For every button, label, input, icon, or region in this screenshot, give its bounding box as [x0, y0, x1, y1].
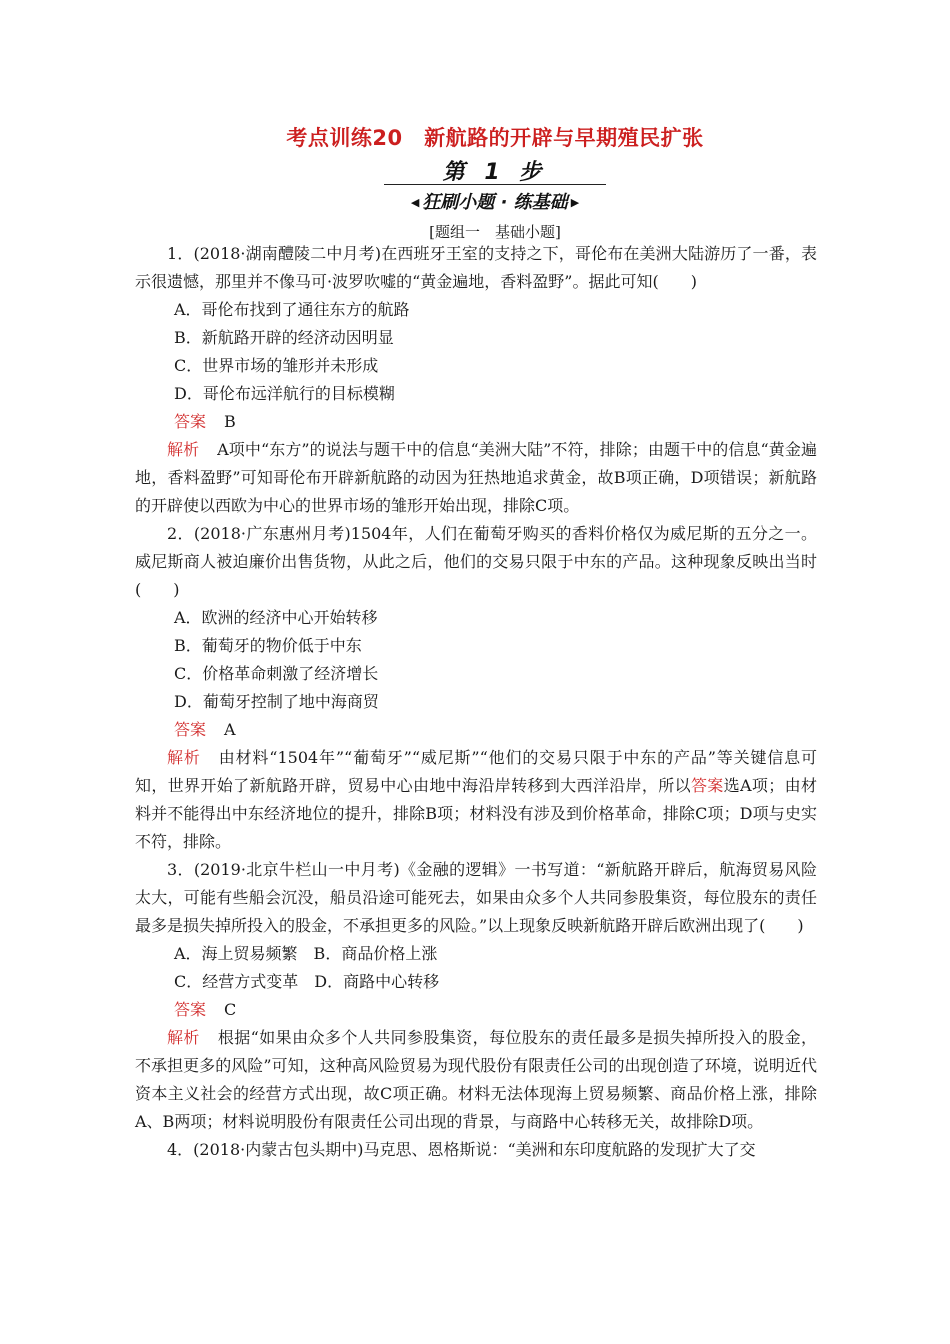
question-1-stem: 1．(2018·湖南醴陵二中月考)在西班牙王室的支持之下，哥伦布在美洲大陆游历了一番，表示很遗憾，那里并不像马可·波罗吹嘘的“黄金遍地，香料盈野”。据此可知( ) — [135, 244, 817, 291]
analysis-label: 解析 — [167, 440, 200, 459]
step-subtitle-text: 狂刷小题 · 练基础 — [422, 192, 568, 213]
left-triangle-icon: ◀ — [410, 196, 420, 209]
question-3-analysis-text: 根据“如果由众多个人共同参股集资，每位股东的责任最多是损失掉所投入的股金，不承担更多的风险”可知，这种高风险贸易为现代股份有限责任公司的出现创造了环境，说明近代资本主义社会的经营方式出现，故C项正确。材料无法体现海上贸易频繁、商品价格上涨，排除A、B两项；材料说明股份有限责任公司出现的背景，与商路中心转移无关，故排除D项。 — [135, 1028, 817, 1131]
question-3-answer-value: C — [224, 1000, 237, 1019]
question-1-option-c: C．世界市场的雏形并未形成 — [174, 356, 379, 375]
question-2-analysis-text-1: 由材料“1504年”“葡萄牙”“威尼斯”“他们的交易只限于中东的产品”等关键信息可知，世界开始了新航路开辟，贸易中心由地中海沿岸转移到大西洋沿岸，所以 — [135, 748, 817, 795]
question-3-answer — [135, 996, 817, 1024]
answer-label: 答案 — [174, 720, 207, 739]
step-banner — [384, 155, 606, 219]
question-2-analysis-highlight: 答案 — [690, 776, 724, 795]
step-divider — [384, 184, 606, 185]
question-1-option-b: B．新航路开辟的经济动因明显 — [174, 328, 394, 347]
question-1-analysis-text: A项中“东方”的说法与题干中的信息“美洲大陆”不符，排除；由题干中的信息“黄金遍地，香料盈野”可知哥伦布开辟新航路的动因为狂热地追求黄金，故B项正确，D项错误；新航路的开辟使以西欧为中心的世界市场的雏形开始出现，排除C项。 — [135, 440, 817, 515]
question-2-analysis-text-2: 选A项；由材料并不能得出中东经济地位的提升，排除B项；材料没有涉及到价格革命，排除C项；D项与史实不符，排除。 — [135, 776, 817, 851]
question-3-analysis — [135, 1024, 817, 1136]
question-3-stem: 3．(2019·北京牛栏山一中月考)《金融的逻辑》一书写道：“新航路开辟后，航海贸易风险太大，可能有些船会沉没，船员沿途可能死去，如果由众多个人共同参股集资，每位股东的责任最多是损失掉所投入的股金，不承担更多的风险。”以上现象反映新航路开辟后欧洲出现了( ) — [135, 860, 817, 935]
right-triangle-icon: ▶ — [570, 196, 580, 209]
question-list — [135, 240, 817, 1164]
question-2-option-d: D．葡萄牙控制了地中海商贸 — [174, 692, 379, 711]
question-1-analysis — [135, 436, 817, 520]
answer-label: 答案 — [174, 412, 207, 431]
question-3-options-row-1: A．海上贸易频繁 B．商品价格上涨 — [174, 944, 438, 963]
question-2-option-a: A．欧洲的经济中心开始转移 — [174, 608, 378, 627]
question-2-option-c: C．价格革命刺激了经济增长 — [174, 664, 379, 683]
question-4-stem: 4．(2018·内蒙古包头期中)马克思、恩格斯说：“美洲和东印度航路的发现扩大了交 — [167, 1140, 756, 1159]
step-subtitle — [384, 188, 606, 214]
question-1-answer — [135, 408, 817, 436]
answer-label: 答案 — [174, 1000, 207, 1019]
step-label: 第 1 步 — [442, 160, 548, 185]
question-2-option-b: B．葡萄牙的物价低于中东 — [174, 636, 362, 655]
question-2-stem: 2．(2018·广东惠州月考)1504年，人们在葡萄牙购买的香料价格仅为威尼斯的五分之一。威尼斯商人被迫廉价出售货物，从此之后，他们的交易只限于中东的产品。这种现象反映出当时( ) — [135, 524, 817, 599]
question-group-heading: [题组一 基础小题] — [429, 223, 561, 241]
question-1-answer-value: B — [224, 412, 236, 431]
question-3-options-row-2: C．经营方式变革 D．商路中心转移 — [174, 972, 440, 991]
question-2-analysis — [135, 744, 817, 856]
question-2-answer — [135, 716, 817, 744]
analysis-label: 解析 — [167, 748, 201, 767]
analysis-label: 解析 — [167, 1028, 200, 1047]
page-title: 考点训练20 新航路的开辟与早期殖民扩张 — [286, 126, 704, 150]
question-1-option-a: A．哥伦布找到了通往东方的航路 — [174, 300, 410, 319]
question-2-answer-value: A — [224, 720, 236, 739]
question-1-option-d: D．哥伦布远洋航行的目标模糊 — [174, 384, 395, 403]
